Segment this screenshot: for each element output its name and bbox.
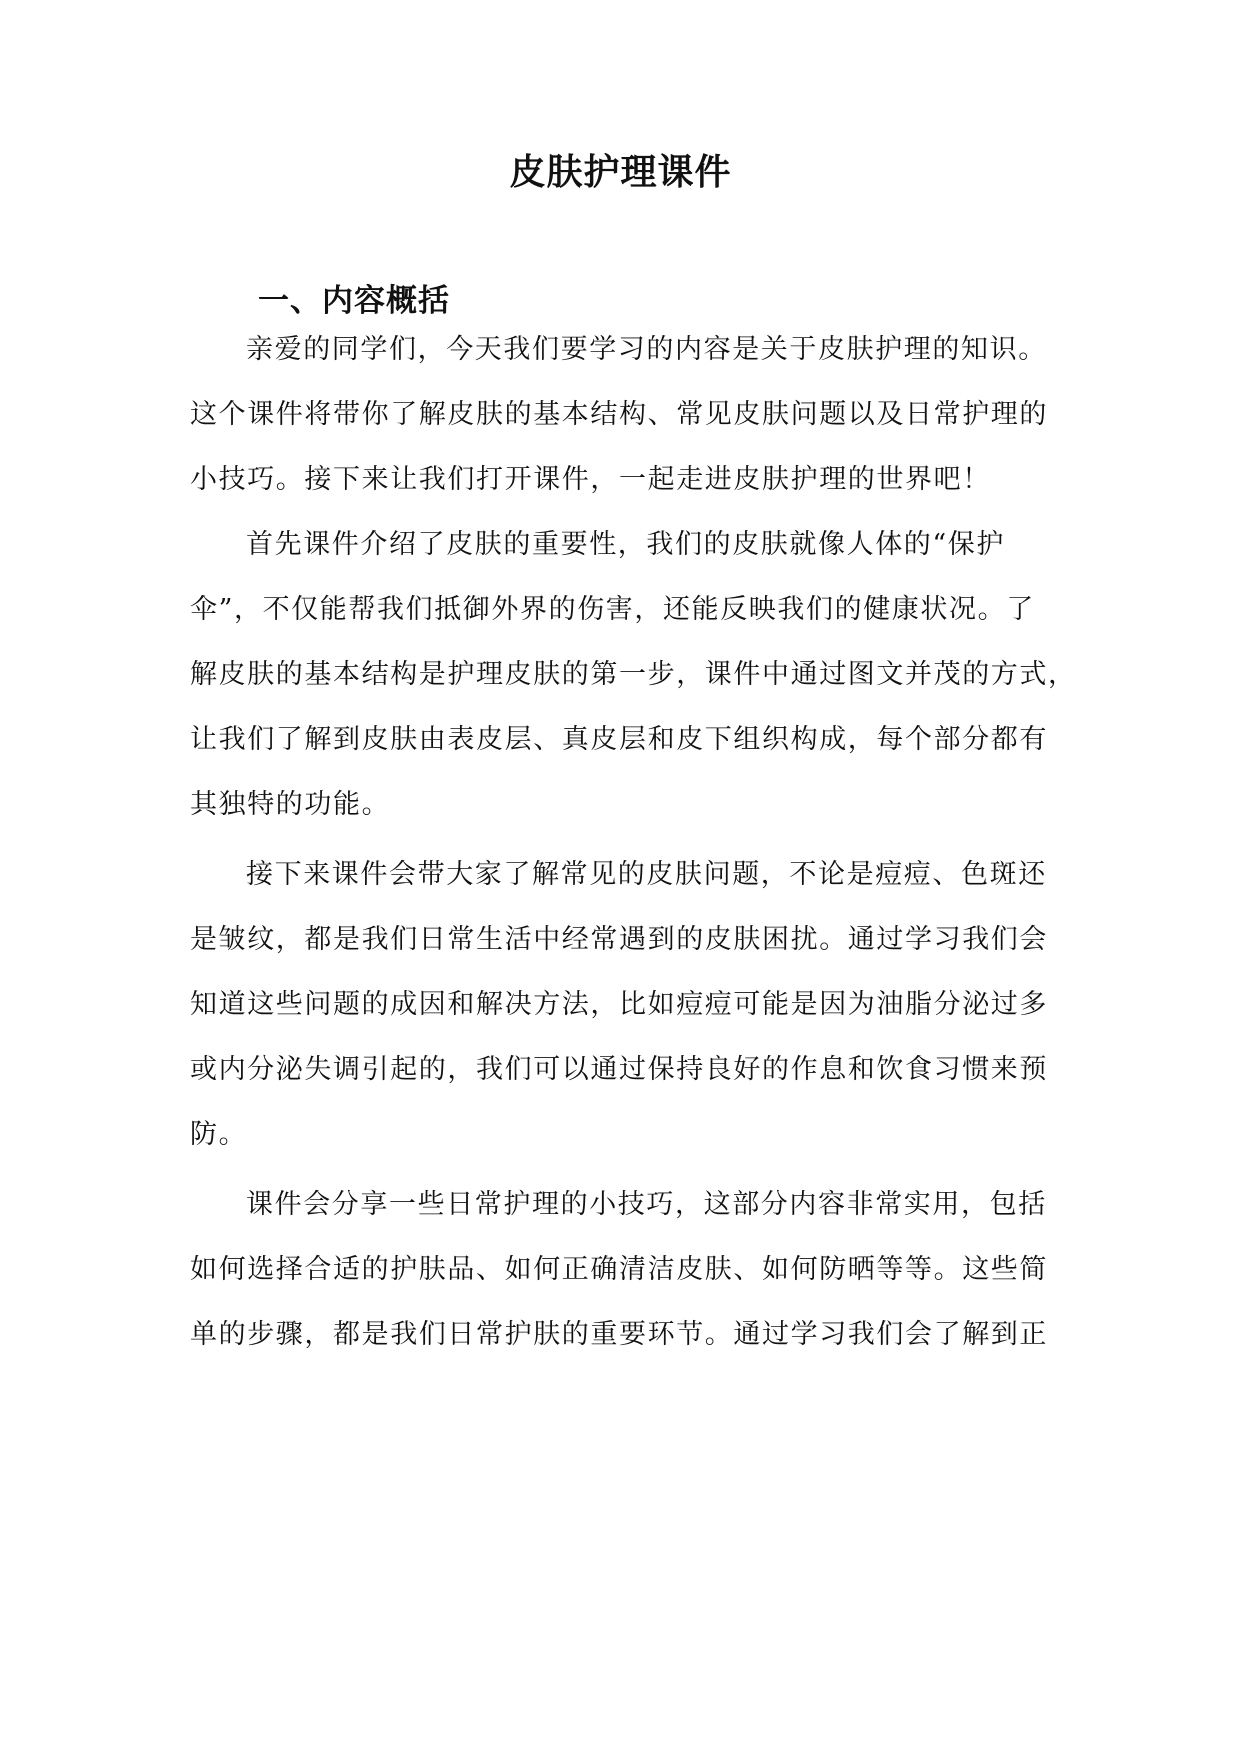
paragraph-line: 如何选择合适的护肤品、如何正确清洁皮肤、如何防晒等等。这些简 — [190, 1254, 1048, 1285]
paragraph-line: 解皮肤的基本结构是护理皮肤的第一步，课件中通过图文并茂的方式， — [190, 659, 1077, 690]
paragraph-line: 防。 — [190, 1119, 248, 1150]
paragraph-line: 其独特的功能。 — [190, 789, 391, 820]
paragraph-line: 或内分泌失调引起的，我们可以通过保持良好的作息和饮食习惯来预 — [190, 1054, 1048, 1085]
paragraph-line: 知道这些问题的成因和解决方法，比如痘痘可能是因为油脂分泌过多 — [190, 989, 1048, 1020]
paragraph-line: 让我们了解到皮肤由表皮层、真皮层和皮下组织构成，每个部分都有 — [190, 724, 1048, 755]
paragraph-line: 小技巧。接下来让我们打开课件，一起走进皮肤护理的世界吧！ — [190, 464, 991, 495]
paragraph-line: 课件会分享一些日常护理的小技巧，这部分内容非常实用，包括 — [246, 1189, 1047, 1220]
document-title: 皮肤护理课件 — [509, 152, 732, 193]
paragraph-line: 是皱纹，都是我们日常生活中经常遇到的皮肤困扰。通过学习我们会 — [190, 924, 1048, 955]
paragraph-line: 亲爱的同学们，今天我们要学习的内容是关于皮肤护理的知识。 — [246, 334, 1047, 365]
paragraph-line: 接下来课件会带大家了解常见的皮肤问题，不论是痘痘、色斑还 — [246, 859, 1047, 890]
section-heading: 一、内容概括 — [258, 283, 450, 319]
paragraph-line: 单的步骤，都是我们日常护肤的重要环节。通过学习我们会了解到正 — [190, 1319, 1048, 1350]
paragraph-line: 这个课件将带你了解皮肤的基本结构、常见皮肤问题以及日常护理的 — [190, 399, 1048, 430]
paragraph-line: 伞”，不仅能帮我们抵御外界的伤害，还能反映我们的健康状况。了 — [190, 594, 1035, 625]
paragraph-line: 首先课件介绍了皮肤的重要性，我们的皮肤就像人体的“保护 — [246, 529, 1006, 560]
